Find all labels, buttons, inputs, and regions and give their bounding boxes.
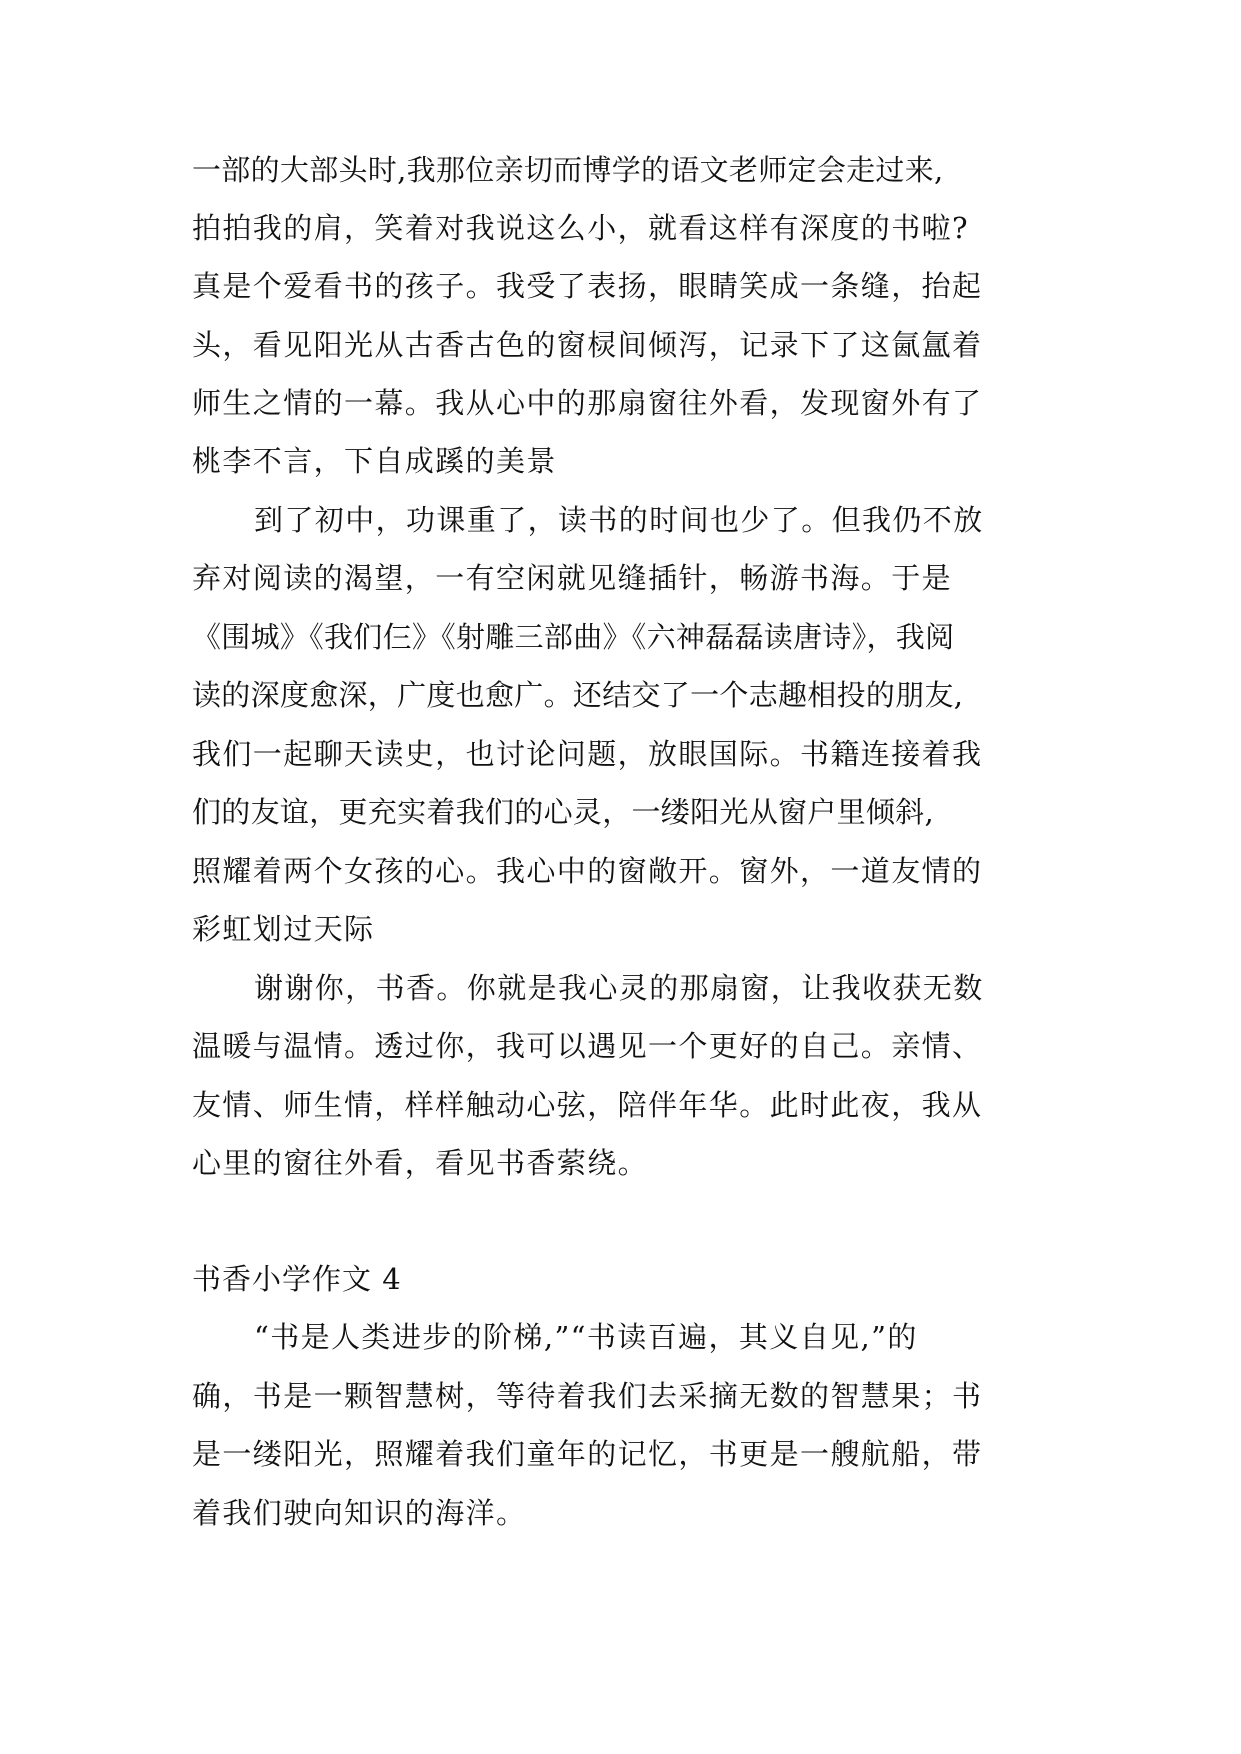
paragraph-4-line-3: 是一缕阳光，照耀着我们童年的记忆，书更是一艘航船，带 [192, 1437, 983, 1471]
paragraph-3-line-3: 友情、师生情，样样触动心弦，陪伴年华。此时此夜，我从 [192, 1088, 983, 1122]
paragraph-3-line-2: 温暖与温情。透过你，我可以遇见一个更好的自己。亲情、 [192, 1029, 983, 1063]
paragraph-2-line-7: 照耀着两个女孩的心。我心中的窗敞开。窗外，一道友情的 [192, 854, 983, 888]
paragraph-3-line-4: 心里的窗往外看，看见书香萦绕。 [192, 1146, 649, 1180]
paragraph-4-line-4: 着我们驶向知识的海洋。 [192, 1496, 527, 1530]
section-heading: 书香小学作文 4 [192, 1262, 402, 1296]
paragraph-4-line-1: “书是人类进步的阶梯,”“书读百遍，其义自见,”的 [254, 1320, 918, 1354]
paragraph-2-line-3: 《围城》《我们仨》《射雕三部曲》《六神磊磊读唐诗》，我阅 [192, 620, 955, 654]
paragraph-3-line-1: 谢谢你，书香。你就是我心灵的那扇窗，让我收获无数 [254, 971, 984, 1005]
paragraph-1-line-3: 真是个爱看书的孩子。我受了表扬，眼睛笑成一条缝，抬起 [192, 269, 983, 303]
paragraph-2-line-8: 彩虹划过天际 [192, 912, 375, 946]
paragraph-1-line-2: 拍拍我的肩，笑着对我说这么小，就看这样有深度的书啦? [192, 211, 969, 245]
paragraph-1-line-1: 一部的大部头时,我那位亲切而博学的语文老师定会走过来, [192, 153, 944, 187]
paragraph-1-line-4: 头，看见阳光从古香古色的窗棂间倾泻，记录下了这氤氲着 [192, 328, 983, 362]
paragraph-2-line-5: 我们一起聊天读史，也讨论问题，放眼国际。书籍连接着我 [192, 737, 983, 771]
paragraph-2-line-2: 弃对阅读的渴望，一有空闲就见缝插针，畅游书海。于是 [192, 561, 953, 595]
paragraph-4-line-2: 确，书是一颗智慧树，等待着我们去采摘无数的智慧果；书 [192, 1379, 983, 1413]
paragraph-2-line-4: 读的深度愈深，广度也愈广。还结交了一个志趣相投的朋友, [192, 678, 964, 712]
paragraph-2-line-1: 到了初中，功课重了，读书的时间也少了。但我仍不放 [254, 503, 984, 537]
paragraph-1-line-6: 桃李不言，下自成蹊的美景 [192, 444, 557, 478]
paragraph-1-line-5: 师生之情的一幕。我从心中的那扇窗往外看，发现窗外有了 [192, 386, 983, 420]
paragraph-2-line-6: 们的友谊，更充实着我们的心灵，一缕阳光从窗户里倾斜, [192, 795, 935, 829]
